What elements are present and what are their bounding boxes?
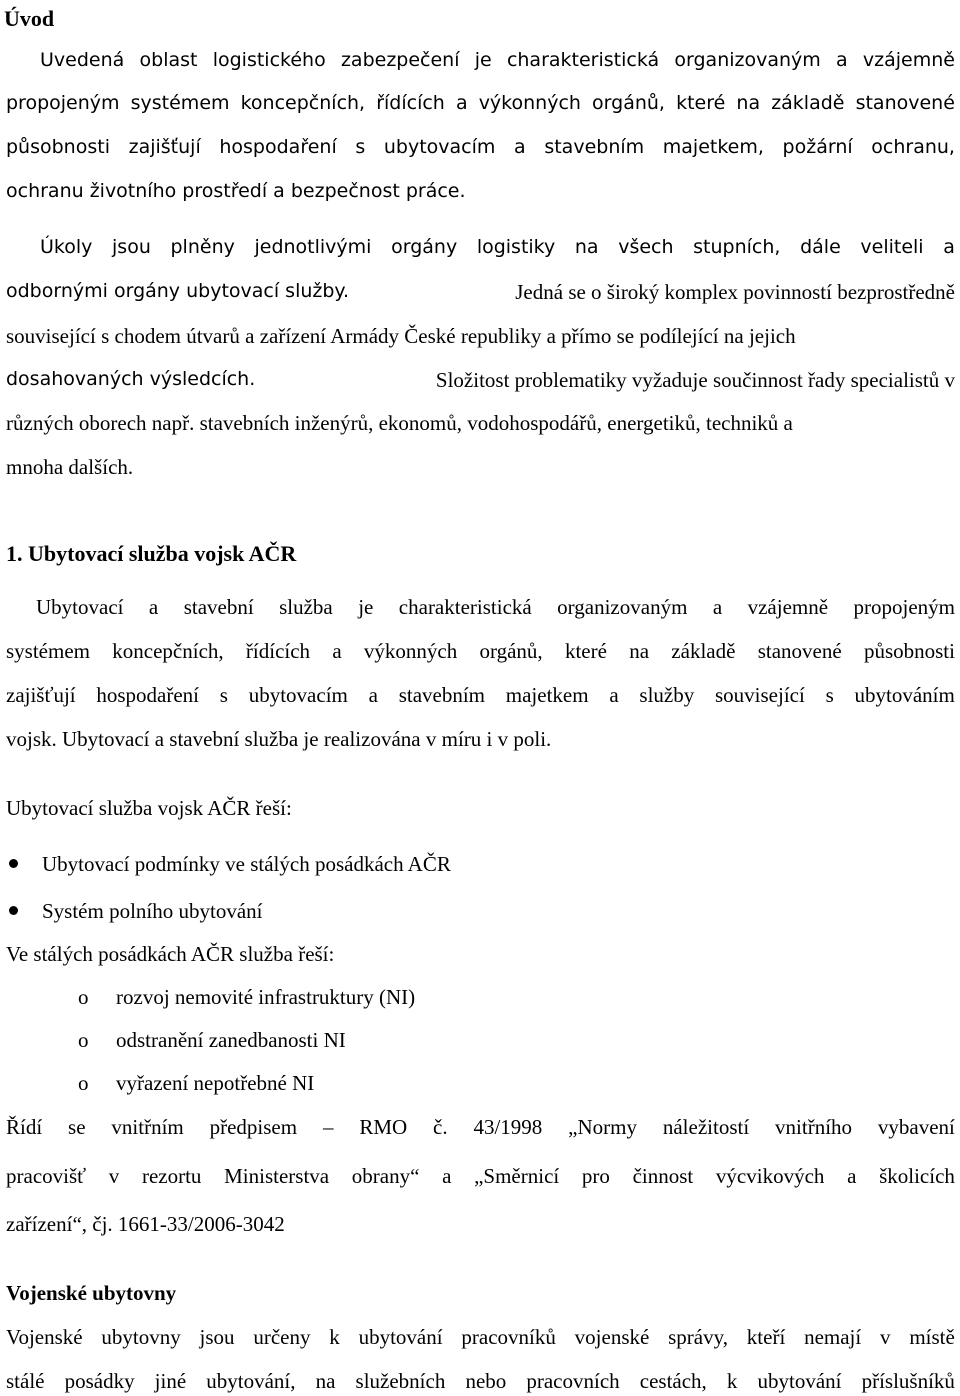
intro-p2-line4: dosahovaných výsledcích. Složitost problematiky vyžaduje součinnost řady specialistů v [6, 368, 955, 392]
word: jiné [154, 1369, 187, 1393]
word: ubytování [757, 1369, 842, 1393]
word: Vojenské [6, 1325, 83, 1349]
word: logistického [212, 49, 326, 71]
word: ubytovny [101, 1325, 181, 1349]
word: je [358, 595, 374, 619]
section1-p1-line2 [6, 639, 955, 664]
word: je [474, 49, 492, 71]
word: zajišťují [128, 136, 201, 158]
word: nemají [804, 1325, 862, 1349]
section1-heading: 1. Ubytovací služba vojsk AČR [6, 541, 297, 566]
word: stálé [6, 1369, 45, 1393]
word: a [609, 683, 619, 707]
word: obrany“ [351, 1164, 420, 1188]
word: vnitřním [111, 1115, 184, 1139]
word: s [825, 683, 834, 707]
word: oblast [139, 49, 198, 71]
word: stavebním [544, 136, 645, 158]
intro-p1-line2 [6, 92, 955, 115]
word: systémem [6, 639, 90, 663]
word: „Směrnicí [474, 1164, 560, 1188]
word: plněny [170, 236, 235, 258]
word: výkonných [363, 639, 458, 663]
word: orgánů, [592, 92, 665, 114]
word: orgánů, [479, 639, 543, 663]
word: pracovních [526, 1369, 620, 1393]
word: – [322, 1115, 334, 1139]
word: a [847, 1164, 857, 1188]
word: Úkoly [40, 236, 93, 258]
word: na [574, 236, 599, 258]
sub-item: rozvoj nemovité infrastruktury (NI) [116, 985, 416, 1009]
word: a [712, 595, 723, 619]
intro-p2-line1 [40, 236, 955, 259]
word: cestách, [639, 1369, 707, 1393]
word: koncepčních, [240, 92, 366, 114]
word: na [736, 92, 761, 114]
intro-p1-line1 [40, 49, 955, 72]
word: na [315, 1369, 336, 1393]
word: činnost [632, 1164, 694, 1188]
word: ubytovacím [383, 136, 496, 158]
word: základě [771, 92, 845, 114]
word: charakteristická [506, 49, 660, 71]
word: a [332, 639, 342, 663]
word: Ministerstva [224, 1164, 330, 1188]
word: místě [909, 1325, 955, 1349]
barracks-line1 [6, 1325, 955, 1350]
word: stanovené [855, 92, 955, 114]
word: pracovišť [6, 1164, 87, 1188]
word: propojeným [853, 595, 955, 619]
word: správy, [668, 1325, 728, 1349]
word: a [514, 136, 526, 158]
word: výcvikových [715, 1164, 825, 1188]
word: a [943, 236, 955, 258]
section1-p1-line1 [36, 595, 955, 620]
word: související [715, 683, 805, 707]
section1-p1-line3 [6, 683, 955, 708]
word: Uvedená [40, 49, 125, 71]
word: ubytování, [206, 1369, 296, 1393]
regulation-line2 [6, 1164, 955, 1189]
word: a [836, 49, 848, 71]
word: na [629, 639, 650, 663]
barracks-line2 [6, 1369, 955, 1394]
word: ubytováním [854, 683, 955, 707]
word: veliteli [860, 236, 924, 258]
bullet-icon [9, 906, 18, 915]
word: jednotlivými [254, 236, 372, 258]
word: příslušníků [861, 1369, 955, 1393]
bullet-item: Ubytovací podmínky ve stálých posádkách AČR [42, 852, 451, 876]
word: systémem [130, 92, 230, 114]
word: k [329, 1325, 340, 1349]
word: působnosti [6, 136, 110, 158]
word: Ubytovací [36, 595, 124, 619]
word: v [108, 1164, 120, 1188]
word: vybavení [877, 1115, 955, 1139]
bullet-icon [9, 859, 18, 868]
word: vojenské [574, 1325, 650, 1349]
word: nebo [465, 1369, 507, 1393]
sub-item: vyřazení nepotřebné NI [116, 1071, 315, 1095]
word: hospodaření [96, 683, 200, 707]
word: a [148, 595, 159, 619]
word: určeny [253, 1325, 311, 1349]
word: pro [581, 1164, 610, 1188]
regulation-line1 [6, 1115, 955, 1140]
word: zajišťují [6, 683, 76, 707]
word: č. [433, 1115, 448, 1139]
word: koncepčních, [112, 639, 224, 663]
sub-item: odstranění zanedbanosti NI [116, 1028, 346, 1052]
word: s [219, 683, 228, 707]
word: organizovaným [557, 595, 688, 619]
sub-bullet-marker: o [78, 1028, 89, 1052]
word: které [564, 639, 607, 663]
word: a [442, 1164, 452, 1188]
word: s [355, 136, 366, 158]
word: majetkem, [662, 136, 764, 158]
word: všech [618, 236, 674, 258]
word: rezortu [141, 1164, 202, 1188]
regulation-line3: zařízení“, čj. 1661-33/2006-3042 [6, 1212, 285, 1236]
word: výkonných [478, 92, 581, 114]
word: vzájemně [862, 49, 955, 71]
intro-p2-line2: odbornými orgány ubytovací služby. Jedná se o široký komplex povinností bezprostředně [6, 280, 955, 304]
word: kteří [746, 1325, 786, 1349]
word: stupních, [693, 236, 781, 258]
word: 43/1998 [473, 1115, 543, 1139]
word: zabezpečení [340, 49, 460, 71]
bullet-item: Systém polního ubytování [42, 899, 263, 923]
word: služby [639, 683, 695, 707]
sub-bullet-marker: o [78, 985, 89, 1009]
word: propojeným [6, 92, 120, 114]
word: posádky [64, 1369, 135, 1393]
intro-p2-line5: různých oborech např. stavebních inženýrů, ekonomů, vodohospodářů, energetiků, techniků a [6, 411, 793, 435]
word: jsou [112, 236, 151, 258]
word: které [676, 92, 726, 114]
solves-intro: Ubytovací služba vojsk AČR řeší: [6, 796, 292, 820]
word: služebních [355, 1369, 446, 1393]
intro-p2-line6: mnoha dalších. [6, 455, 134, 479]
word: k [726, 1369, 738, 1393]
word: náležitostí [662, 1115, 750, 1139]
word: majetkem [505, 683, 589, 707]
word: řídících [376, 92, 445, 114]
word: služba [279, 595, 333, 619]
section1-p1-line4: vojsk. Ubytovací a stavební služba je realizována v míru i v poli. [6, 727, 552, 751]
word: organizovaným [674, 49, 821, 71]
word: charakteristická [398, 595, 532, 619]
word: předpisem [209, 1115, 298, 1139]
word: Řídí [6, 1115, 43, 1139]
word: jsou [199, 1325, 235, 1349]
word: školicích [879, 1164, 955, 1188]
word: orgány [391, 236, 458, 258]
word: se [68, 1115, 86, 1139]
word: pracovníků [461, 1325, 556, 1349]
intro-heading: Úvod [4, 6, 55, 31]
word: v [880, 1325, 891, 1349]
word: a [368, 683, 378, 707]
word: ubytování [358, 1325, 443, 1349]
intro-p1-line3 [6, 136, 955, 159]
word: ubytovacím [248, 683, 348, 707]
word: RMO [359, 1115, 408, 1139]
garrison-intro: Ve stálých posádkách AČR služba řeší: [6, 942, 335, 966]
word: řídících [245, 639, 311, 663]
word: působnosti [863, 639, 955, 663]
word: stanovené [757, 639, 842, 663]
word: hospodaření [219, 136, 337, 158]
word: stavebním [398, 683, 486, 707]
word: „Normy [568, 1115, 637, 1139]
word: dále [800, 236, 841, 258]
word: požární [782, 136, 853, 158]
word: ochranu, [871, 136, 955, 158]
word: a [455, 92, 468, 114]
word: logistiky [476, 236, 556, 258]
word: základě [671, 639, 736, 663]
intro-p2-line3: související s chodem útvarů a zařízení Armády České republiky a přímo se podílející na jejich [6, 324, 796, 348]
barracks-heading: Vojenské ubytovny [6, 1281, 177, 1305]
word: vzájemně [747, 595, 829, 619]
word: stavební [183, 595, 254, 619]
word: vnitřního [775, 1115, 853, 1139]
sub-bullet-marker: o [78, 1071, 89, 1095]
intro-p1-line4: ochranu životního prostředí a bezpečnost práce. [6, 180, 466, 202]
